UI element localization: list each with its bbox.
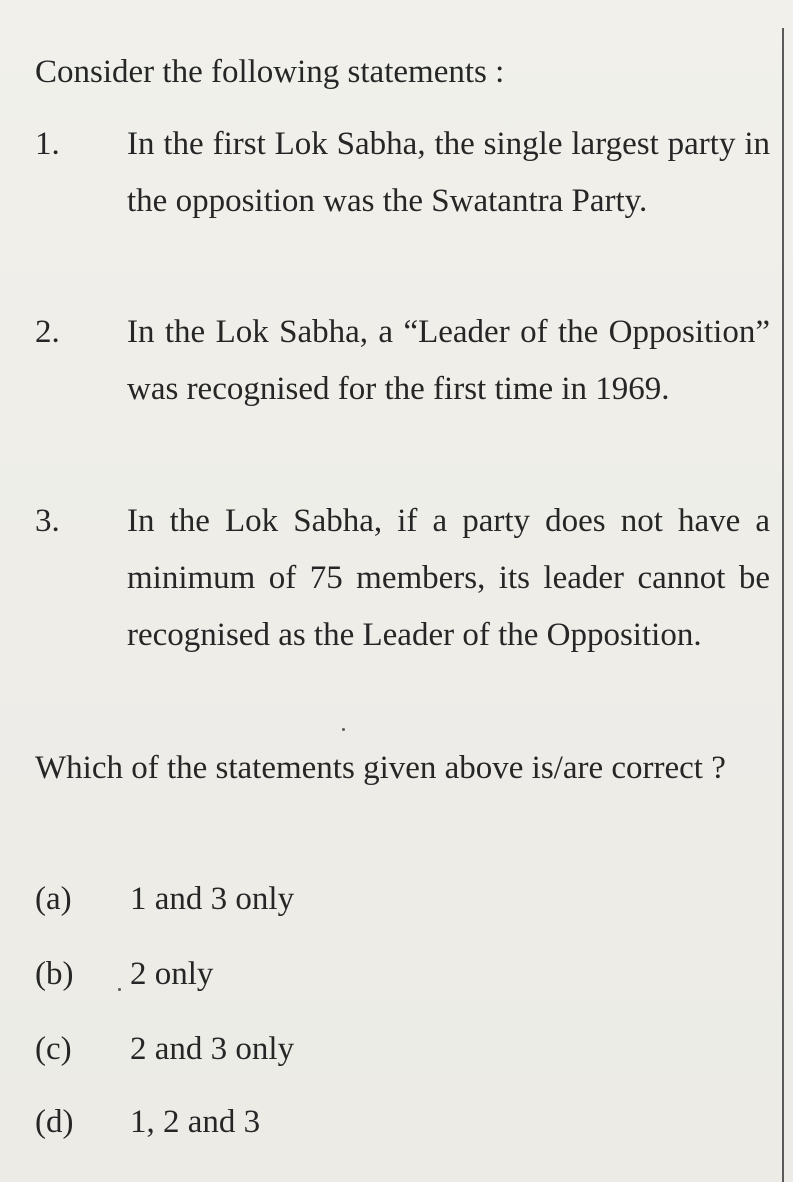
statement-text: In the Lok Sabha, a “Leader of the Opposition” was recognised for the first time in 1969. xyxy=(127,314,770,407)
option-text: 2 only xyxy=(130,956,214,992)
option-text: 2 and 3 only xyxy=(130,1031,295,1067)
statement-number: 3. xyxy=(35,503,60,539)
column-divider xyxy=(782,28,784,1182)
ink-speck xyxy=(342,728,345,731)
option-label: (b) xyxy=(35,956,74,992)
ink-speck xyxy=(118,988,121,991)
option-label: (c) xyxy=(35,1031,72,1067)
statement-number: 1. xyxy=(35,126,60,162)
question-text: Which of the statements given above is/are correct ? xyxy=(35,750,726,786)
intro-text: Consider the following statements : xyxy=(35,54,505,90)
statement-text: In the first Lok Sabha, the single largest party in the opposition was the Swatantra Party. xyxy=(127,126,770,219)
option-text: 1 and 3 only xyxy=(130,881,295,917)
option-text: 1, 2 and 3 xyxy=(130,1104,261,1140)
option-label: (a) xyxy=(35,881,72,917)
statement-number: 2. xyxy=(35,314,60,350)
statement-text: In the Lok Sabha, if a party does not have a minimum of 75 members, its leader cannot be recognised as the Leader of the Opposition. xyxy=(127,503,770,653)
option-label: (d) xyxy=(35,1104,74,1140)
